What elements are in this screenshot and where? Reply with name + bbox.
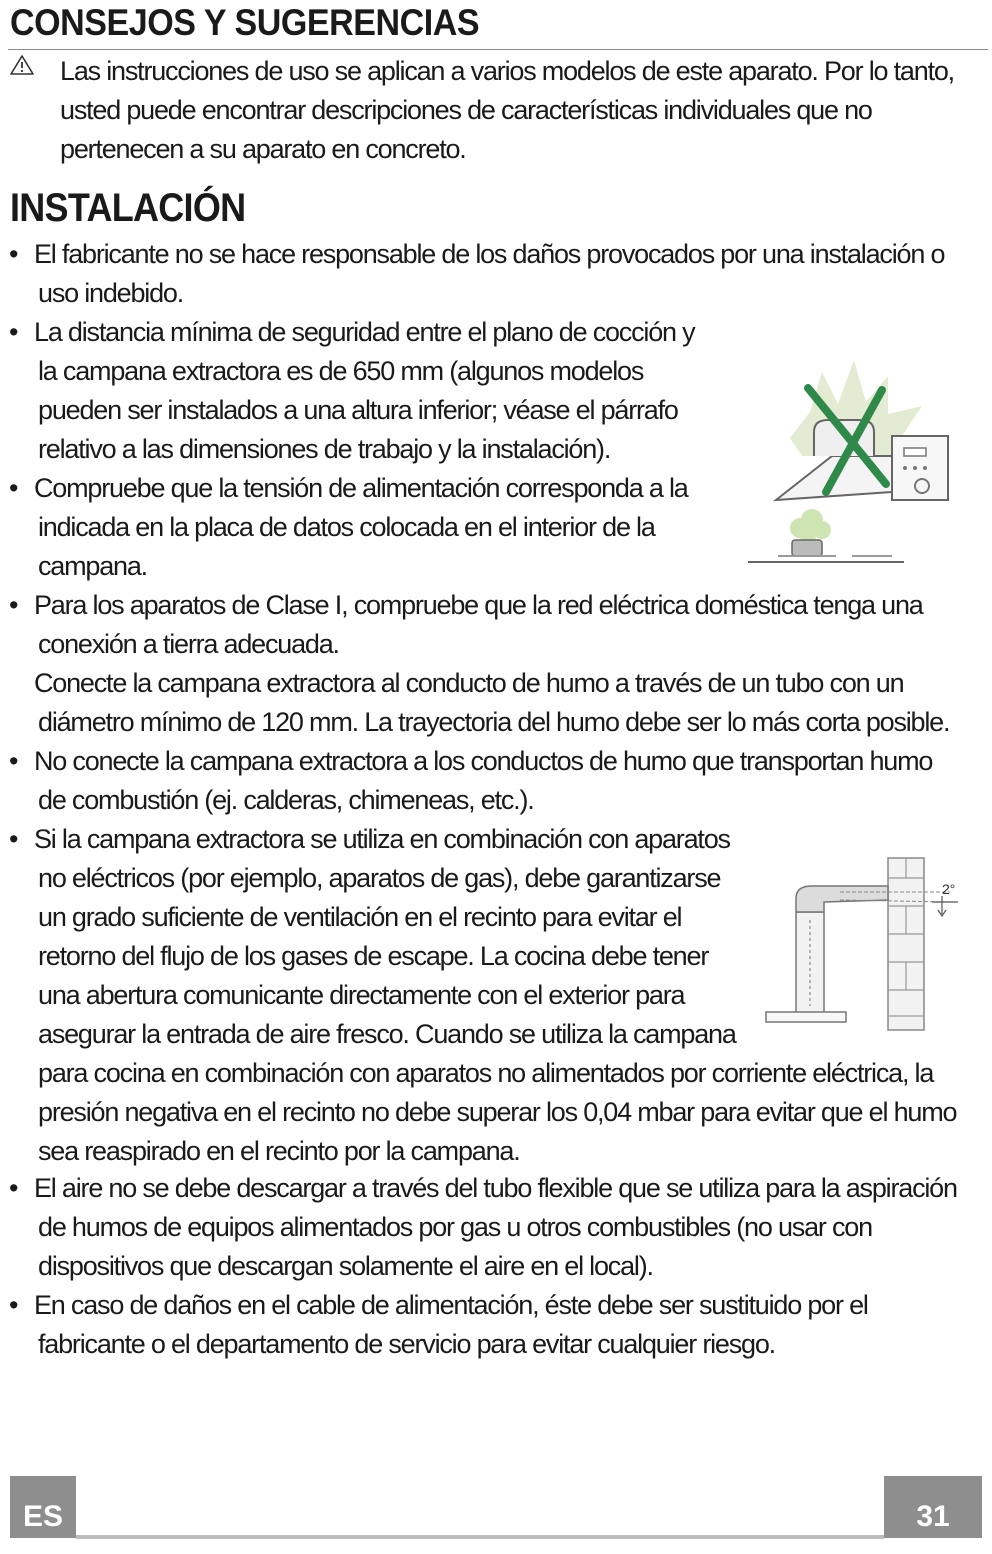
- bullet-item: La distancia mínima de seguridad entre el plano de cocción y la campana extractora es de 650 mm (algunos modelos pueden ser instalados a una altura inferior; véase el párrafo relativo a las dimensiones de trabajo y la instalación).: [34, 317, 695, 464]
- page-heading: CONSEJOS Y SUGERENCIAS: [10, 2, 480, 43]
- bullet-marker: •: [9, 1290, 19, 1320]
- bullet-item: El fabricante no se hace responsable de los daños provocados por una instalación o uso indebido.: [34, 239, 945, 308]
- bullet-marker: •: [9, 239, 19, 269]
- bullet-item: No conecte la campana extractora a los conductos de humo que transportan humo de combustión (ej. calderas, chimeneas, etc.).: [34, 746, 933, 815]
- angle-label: 2°: [942, 881, 956, 897]
- bullet-marker: •: [9, 746, 19, 776]
- page-number: 31: [884, 1476, 982, 1538]
- bullet-marker: •: [9, 824, 19, 854]
- heading-rule: [8, 49, 988, 50]
- section-heading: INSTALACIÓN: [10, 186, 246, 230]
- language-tab: ES: [10, 1476, 76, 1538]
- bullet-item: Para los aparatos de Clase I, compruebe que la red eléctrica doméstica tenga una conexión a tierra adecuada.: [34, 590, 923, 659]
- warning-triangle-icon: [10, 55, 34, 75]
- bullet-marker: •: [9, 590, 19, 620]
- footer-rule: [76, 1535, 884, 1539]
- bullet-item: Si la campana extractora se utiliza en combinación con aparatos no eléctricos (por ejemplo, aparatos de gas), debe garantizarse un grado suficiente de ventilación en el recinto para evitar el retorno del flujo de los gases de escape. La cocina debe tener una abertura comunicante directamente con el exterior para asegurar la entrada de aire fresco. Cuando se utiliza la campana para cocina en combinación con aparatos no alimentados por corriente eléctrica, la presión negativa en el recinto no debe superar los 0,04 mbar para evitar que el humo sea reaspirado en el recinto por la campana.: [34, 824, 957, 1166]
- hood-crossed-out-icon: [742, 352, 952, 570]
- duct-paragraph: Conecte la campana extractora al conducto de humo a través de un tubo con un diámetro mínimo de 120 mm. La trayectoria del humo debe ser lo más corta posible.: [34, 668, 950, 737]
- bullet-item: El aire no se debe descargar a través del tubo flexible que se utiliza para la aspiración de humos de equipos alimentados por gas u otros combustibles (no usar con dispositivos que descargan solamente el aire en el local).: [34, 1173, 957, 1281]
- multi-model-note: Las instrucciones de uso se aplican a varios modelos de este aparato. Por lo tanto, usted puede encontrar descripciones de características individuales que no pertenecen a su aparato en concreto.: [60, 56, 954, 164]
- bullet-marker: •: [9, 317, 19, 347]
- duct-slope-diagram-icon: [762, 856, 972, 1036]
- bullet-item: Compruebe que la tensión de alimentación corresponda a la indicada en la placa de datos colocada en el interior de la campana.: [34, 473, 688, 581]
- bullet-marker: •: [9, 1173, 19, 1203]
- bullet-item: En caso de daños en el cable de alimentación, éste debe ser sustituido por el fabricante o el departamento de servicio para evitar cualquier riesgo.: [34, 1290, 868, 1359]
- bullet-marker: •: [9, 473, 19, 503]
